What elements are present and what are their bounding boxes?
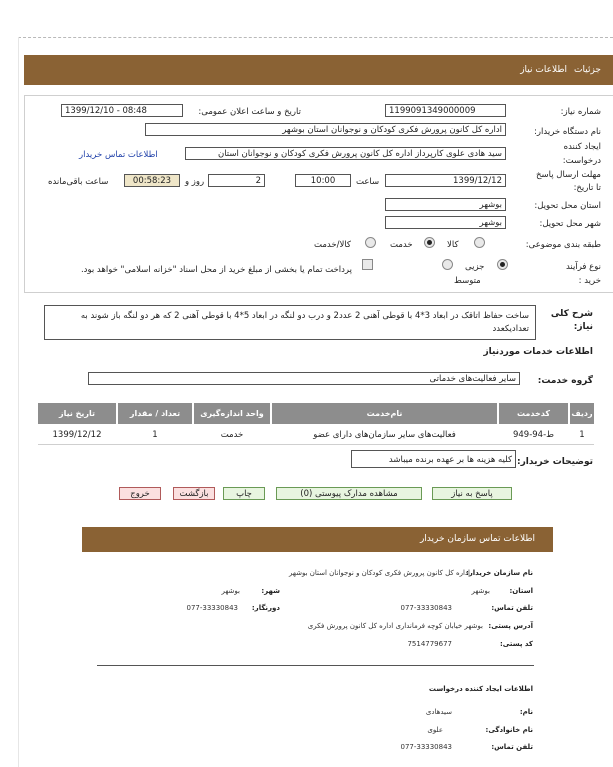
top-divider <box>18 37 613 38</box>
process-minor-label: جزیی <box>465 262 485 272</box>
services-title: اطلاعات خدمات موردنیاز <box>483 347 593 357</box>
postal-value: 7514779677 <box>407 640 452 648</box>
cell-row: 1 <box>579 430 585 440</box>
deadline-time-field[interactable]: 10:00 <box>295 174 351 187</box>
province-label: استان: <box>509 587 533 595</box>
delivery-city-label: شهر محل تحویل: <box>539 219 601 229</box>
col-name: نام‌خدمت <box>272 403 497 424</box>
phone-value: 077-33330843 <box>400 604 452 612</box>
address-value: بوشهر خیابان کوچه فرمانداری اداره کل کانون پرورش فکری <box>307 622 483 630</box>
payment-note: پرداخت تمام یا بخشی از مبلغ خرید از محل اسناد "خزانه اسلامی" خواهد بود. <box>80 265 352 275</box>
creator-field[interactable]: سید هادی علوی کارپرداز اداره کل کانون پرورش فکری کودکان و نوجوانان استان <box>185 147 506 160</box>
summary-label-1: شرح کلی <box>550 309 593 319</box>
postal-label: کد پستی: <box>499 640 533 648</box>
cell-name: فعالیت‌های سایر سازمان‌های دارای عضو <box>313 430 456 440</box>
province-value: بوشهر <box>471 587 490 595</box>
process-minor-radio[interactable] <box>497 259 508 270</box>
need-number-field[interactable]: 1199091349000009 <box>385 104 506 117</box>
deadline-date-field[interactable]: 1399/12/12 <box>385 174 506 187</box>
creator-label-2: درخواست: <box>562 156 601 166</box>
creator-title: اطلاعات ایجاد کننده درخواست <box>428 685 533 693</box>
fax-value: 077-33330843 <box>186 604 238 612</box>
last-name-label: نام خانوادگی: <box>485 726 533 734</box>
process-label-1: نوع فرآیند <box>565 262 601 272</box>
day-label: روز و <box>185 177 205 187</box>
col-qty: تعداد / مقدار <box>118 403 192 424</box>
remaining-time-field: 00:58:23 <box>124 174 180 187</box>
contact-divider <box>97 665 534 666</box>
cell-code: ط-94-949 <box>512 430 555 440</box>
announce-label: تاریخ و ساعت اعلان عمومی: <box>198 107 301 117</box>
contact-header <box>82 527 553 552</box>
table-bottom-line <box>38 444 594 445</box>
service-group-field[interactable]: سایر فعالیت‌های خدماتی <box>88 372 520 385</box>
deadline-label-2: تا تاریخ: <box>573 183 601 193</box>
exit-button[interactable]: خروج <box>119 487 161 500</box>
buyer-org-label: نام دستگاه خریدار: <box>534 127 601 137</box>
last-name-value: علوی <box>427 726 443 734</box>
city-value: بوشهر <box>221 587 240 595</box>
col-date: تاریخ نیاز <box>38 403 116 424</box>
page-header <box>24 55 613 85</box>
cell-qty: 1 <box>152 430 158 440</box>
category-goods-service-radio[interactable] <box>365 237 376 248</box>
category-goods-service-label: کالا/خدمت <box>314 240 351 250</box>
delivery-city-field[interactable]: بوشهر <box>385 216 506 229</box>
process-medium-radio[interactable] <box>442 259 453 270</box>
city-label: شهر: <box>261 587 280 595</box>
category-service-label: خدمت <box>390 240 413 250</box>
days-field[interactable]: 2 <box>208 174 265 187</box>
address-label: آدرس پستی: <box>488 622 533 630</box>
category-label: طبقه بندی موضوعی: <box>525 240 601 250</box>
treasury-checkbox[interactable] <box>362 259 373 270</box>
process-medium-label: متوسط <box>454 276 481 286</box>
buyer-name-label: نام سازمان خریدار: <box>465 569 533 577</box>
category-goods-label: کالا <box>447 240 459 250</box>
buyer-org-field[interactable]: اداره کل کانون پرورش فکری کودکان و نوجوانان استان بوشهر <box>145 123 506 136</box>
creator-label-1: ایجاد کننده <box>563 142 601 152</box>
print-button[interactable]: چاپ <box>223 487 265 500</box>
cell-date: 1399/12/12 <box>52 430 102 440</box>
delivery-province-field[interactable]: بوشهر <box>385 198 506 211</box>
contact-title: اطلاعات تماس سازمان خریدار <box>419 534 535 544</box>
remaining-label: ساعت باقی‌مانده <box>48 177 109 187</box>
attachments-button[interactable]: مشاهده مدارک پیوستی (0) <box>276 487 422 500</box>
creator-phone-value: 077-33330843 <box>400 743 452 751</box>
delivery-province-label: استان محل تحویل: <box>534 201 601 211</box>
col-row: ردیف <box>570 403 594 424</box>
creator-phone-label: تلفن تماس: <box>491 743 533 751</box>
buyer-notes-label: توضیحات خریدار: <box>517 457 593 467</box>
left-border <box>18 37 19 767</box>
back-button[interactable]: بازگشت <box>173 487 215 500</box>
summary-label-2: نیاز: <box>573 322 593 332</box>
phone-label: تلفن تماس: <box>491 604 533 612</box>
need-number-label: شماره نیاز: <box>560 107 601 117</box>
announce-field[interactable]: 1399/12/10 - 08:48 <box>61 104 183 117</box>
tab-details[interactable]: جزئیات <box>574 65 601 75</box>
tab-need-info[interactable]: اطلاعات نیاز <box>520 65 567 75</box>
first-name-value: سیدهادی <box>425 708 452 716</box>
service-group-label: گروه خدمت: <box>537 376 593 386</box>
reply-button[interactable]: پاسخ به نیاز <box>432 487 512 500</box>
buyer-contact-link[interactable]: اطلاعات تماس خریدار <box>79 150 158 160</box>
cell-unit: خدمت <box>220 430 244 440</box>
summary-text: ساخت حفاظ اتاقک در ابعاد 3*4 با قوطی آهنی 2 عدد2 و درب دو لنگه در ابعاد 5*4 با قوطی آهنی 2 که هر دو لنگه باز شوند به تعدادیکعدد <box>44 305 536 340</box>
deadline-label-1: مهلت ارسال پاسخ <box>536 170 601 180</box>
col-unit: واحد اندازه‌گیری <box>194 403 270 424</box>
category-goods-radio[interactable] <box>474 237 485 248</box>
buyer-name-value: اداره کل کانون پرورش فکری کودکان و نوجوانان استان بوشهر <box>289 569 470 577</box>
time-label: ساعت <box>356 177 380 187</box>
col-code: کدخدمت <box>499 403 568 424</box>
buyer-notes-field: کلیه هزینه ها بر عهده برنده میباشد <box>351 450 516 468</box>
first-name-label: نام: <box>519 708 533 716</box>
process-label-2: خرید : <box>578 276 601 286</box>
fax-label: دورنگار: <box>251 604 280 612</box>
category-service-radio[interactable] <box>424 237 435 248</box>
